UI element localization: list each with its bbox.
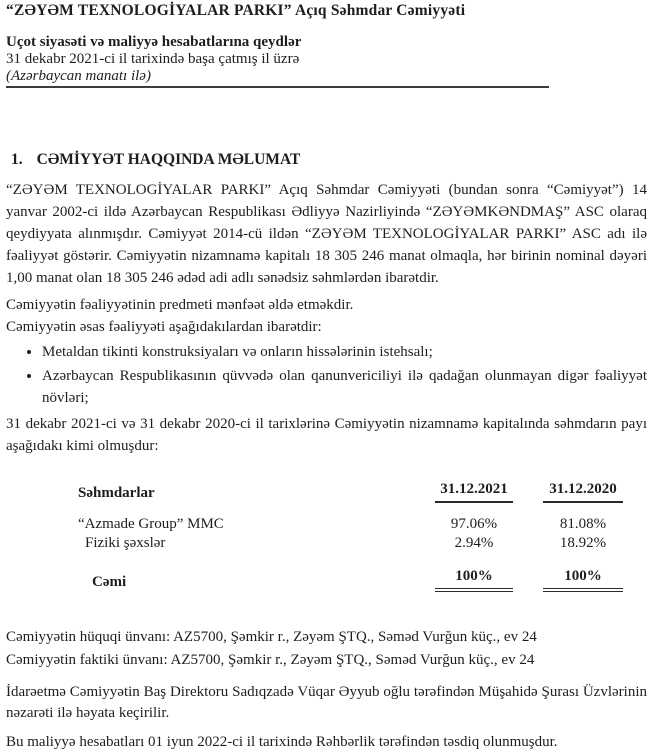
activity-bullet-list bbox=[6, 341, 647, 409]
share-2020: 18.92% bbox=[559, 535, 607, 551]
column-header-2021: 31.12.2021 bbox=[435, 479, 513, 503]
report-title: Uçot siyasəti və maliyyə hesabatlarına qeydlər bbox=[6, 34, 302, 50]
paragraph-share-capital-intro: 31 dekabr 2021-ci və 31 dekabr 2020-ci il tarixlərinə Cəmiyyətin nizamnamə kapitalında səhmdarın payı aşağıdakı kimi olmuşdur: bbox=[6, 416, 647, 454]
paragraph-company-info: “ZƏYƏM TEXNOLOGİYALAR PARKI” Açıq Səhmdar Cəmiyyəti (bundan sonra “Cəmiyyət”) 14 yanvar 2002-ci ildə Azərbaycan Respublikası Ədliyyə Nazirliyində “ZƏYƏMKƏNDMAŞ” ASC olaraq qeydiyyata alınmışdır. Cəmiyyət 2014-cü ildən “ZƏYƏM TEXNOLOGİYALAR PARKI” ASC adı ilə fəaliyyət göstərir. Cəmiyyətin nizamnamə kapitalı 18 305 246 manat olmaqla, hər birinin nominal dəyəri 1,00 manat olan 18 305 246 ədəd adi adlı sənədsiz səhmlərdən ibarətdir. bbox=[6, 182, 647, 286]
table-header-row bbox=[78, 479, 647, 503]
table-body bbox=[78, 515, 647, 553]
management-note: İdarəetmə Cəmiyyətin Baş Direktoru Sadıqzadə Vüqar Əyyub oğlu tərəfindən Müşahidə Şurası Üzvlərinin nəzarəti ilə həyata keçirilir. bbox=[6, 684, 647, 721]
table-spacer bbox=[78, 553, 647, 566]
report-period: 31 dekabr 2021-ci il tarixində başa çatmış il üzrə bbox=[6, 51, 300, 67]
company-title: “ZƏYƏM TEXNOLOGİYALAR PARKI” Açıq Səhmdar Cəmiyyəti bbox=[6, 2, 466, 19]
shareholder-name: Fiziki şəxslər bbox=[85, 535, 166, 551]
total-2021: 100% bbox=[435, 566, 513, 592]
legal-address: Cəmiyyətin hüquqi ünvanı: AZ5700, Şəmkir r., Zəyəm ŞTQ., Səməd Vurğun küç., ev 24 bbox=[6, 629, 537, 645]
list-item: • Azərbaycan Respublikasının qüvvədə olan qanunvericiliyi ilə qadağan olunmayan digər fəaliyyət növləri; bbox=[42, 365, 647, 409]
column-header-shareholders: Səhmdarlar bbox=[78, 485, 155, 501]
share-2021: 97.06% bbox=[450, 516, 498, 532]
share-2021: 2.94% bbox=[454, 535, 494, 551]
table-row bbox=[78, 534, 647, 553]
section-heading bbox=[6, 150, 647, 170]
document-header bbox=[6, 2, 647, 88]
table-total-row bbox=[78, 566, 647, 592]
header-rule bbox=[6, 68, 549, 88]
actual-address: Cəmiyyətin faktiki ünvanı: AZ5700, Şəmkir r., Zəyəm ŞTQ., Səməd Vurğun küç., ev 24 bbox=[6, 652, 535, 668]
share-2020: 81.08% bbox=[559, 516, 607, 532]
table-spacer bbox=[78, 503, 647, 515]
section-title: CƏMİYYƏT HAQQINDA MƏLUMAT bbox=[36, 151, 301, 168]
total-label: Cəmi bbox=[92, 574, 127, 590]
shareholders-table bbox=[78, 479, 647, 592]
column-header-2020: 31.12.2020 bbox=[543, 479, 623, 503]
table-row bbox=[78, 515, 647, 534]
approval-note: Bu maliyyə hesabatları 01 iyun 2022-ci il tarixində Rəhbərlik tərəfindən təsdiq olunmuşdur. bbox=[6, 734, 558, 750]
currency-note: (Azərbaycan manatı ilə) bbox=[6, 68, 151, 84]
shareholder-name: “Azmade Group” MMC bbox=[78, 516, 224, 532]
total-2020: 100% bbox=[543, 566, 623, 592]
section-number: 1. bbox=[11, 151, 23, 168]
paragraph-activity-purpose: Cəmiyyətin fəaliyyətinin predmeti mənfəət əldə etməkdir. bbox=[6, 297, 354, 313]
document-footer bbox=[6, 626, 647, 753]
paragraph-activity-intro: Cəmiyyətin əsas fəaliyyəti aşağıdakılardan ibarətdir: bbox=[6, 319, 322, 335]
list-item: • Metaldan tikinti konstruksiyaları və onların hissələrinin istehsalı; bbox=[42, 341, 647, 363]
